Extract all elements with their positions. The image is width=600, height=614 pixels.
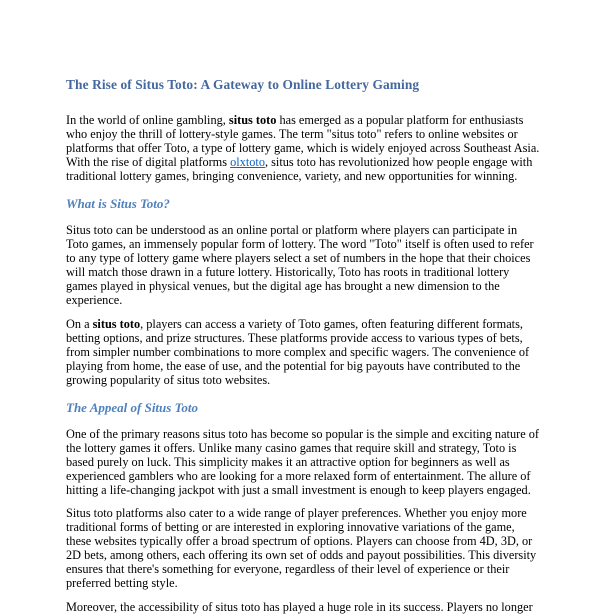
olxtoto-link[interactable]: olxtoto bbox=[230, 155, 265, 169]
paragraph bbox=[66, 427, 540, 497]
text-run: On a bbox=[66, 316, 93, 331]
bold-text-run: situs toto bbox=[92, 316, 141, 331]
paragraph bbox=[66, 113, 540, 183]
text-run: , situs toto has revolutionized how people engage with traditional lottery games, bringing convenience, variety, and new opportunities for winning. bbox=[66, 155, 533, 183]
paragraph bbox=[66, 506, 540, 590]
text-run: One of the primary reasons situs toto has become so popular is the simple and exciting nature of the lottery games it offers. Unlike many casino games that require skill and strategy, Toto is based purely on luck. This simplicity makes it an attractive option for beginners as well as experienced gamblers who are looking for a more relaxed form of entertainment. The allure of hitting a life-changing jackpot with just a small investment is enough to keep players engaged. bbox=[66, 426, 539, 497]
text-run: Moreover, the accessibility of situs toto has played a huge role in its success. Players no longer bbox=[66, 599, 533, 614]
text-run: In the world of online gambling, bbox=[66, 113, 229, 127]
text-run: has emerged as a popular platform for enthusiasts who enjoy the thrill of lottery-style games. The term "situs toto" refers to online websites or platforms that offer Toto, a type of lottery game, which is widely enjoyed across Southeast Asia. With the rise of digital platforms bbox=[66, 113, 540, 169]
section-heading: The Appeal of Situs Toto bbox=[66, 399, 198, 415]
text-run: Situs toto platforms also cater to a wide range of player preferences. Whether you enjoy more traditional forms of betting or are interested in exploring innovative variations of the game, these websites typically offer a broad spectrum of options. Players can choose from 4D, 3D, or 2D bets, among others, each offering its own set of odds and payout possibilities. This diversity ensures that there's something for everyone, regardless of their level of experience or their preferred betting style. bbox=[66, 506, 537, 590]
bold-text-run: situs toto bbox=[228, 113, 277, 127]
text-run: , players can access a variety of Toto games, often featuring different formats, betting options, and prize structures. These platforms provide access to various types of bets, from simpler number combinations to more complex and specific wagers. The convenience of playing from home, the ease of use, and the potential for big payouts have contributed to the growing popularity of situs toto websites. bbox=[66, 316, 530, 387]
paragraph bbox=[66, 223, 540, 307]
paragraph bbox=[66, 600, 540, 614]
text-run: Situs toto can be understood as an online portal or platform where players can participate in Toto games, an immensely popular form of lottery. The word "Toto" itself is often used to refer to any type of lottery game where players select a set of numbers in the hope that their choices will match those drawn in a future lottery. Historically, Toto has roots in traditional lottery games played in physical venues, but the digital age has brought a new dimension to the experience. bbox=[66, 223, 534, 307]
document-title: The Rise of Situs Toto: A Gateway to Online Lottery Gaming bbox=[66, 77, 420, 92]
section-heading: What is Situs Toto? bbox=[66, 196, 170, 211]
document-body bbox=[66, 113, 540, 614]
paragraph bbox=[66, 317, 540, 387]
